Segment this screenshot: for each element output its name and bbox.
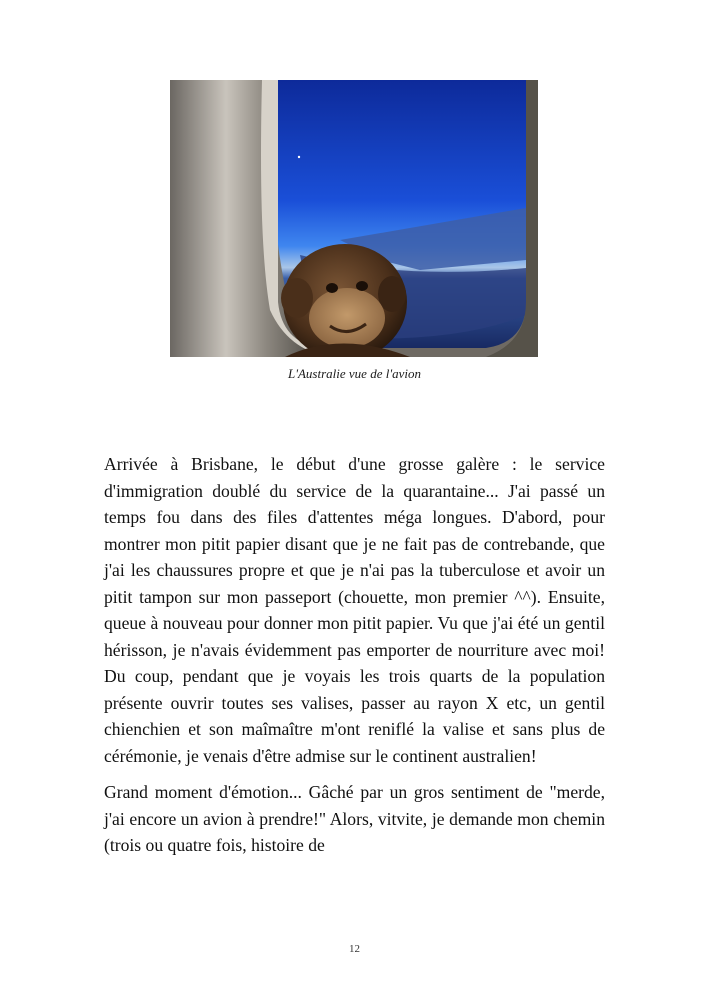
paragraph: Arrivée à Brisbane, le début d'une grosse galère : le service d'immigration doublé du service de la quarantaine... J'ai passé un temps fou dans des files d'attentes méga longues. D'abord, pour montrer mon pitit papier disant que je ne fait pas de contrebande, que j'ai les chaussures propre et que je n'ai pas la tuberculose et avoir un pitit tampon sur mon passeport (chouette, mon premier ^^). Ensuite, queue à nouveau pour donner mon pitit papier. Vu que j'ai été un gentil hérisson, je n'avais évidemment pas emporter de nourriture avec moi! Du coup, pendant que je voyais les trois quarts de la population présente ouvrir toutes ses valises, passer au rayon X etc, un gentil chienchien et son maîmaître m'ont reniflé la valise et sans plus de cérémonie, je venais d'être admise sur le continent australien! [104,454,605,766]
body-text [104,451,605,869]
figure-caption: L'Australie vue de l'avion [287,366,421,381]
page-number: 12 [349,943,360,955]
paragraph: Grand moment d'émotion... Gâché par un gros sentiment de "merde, j'ai encore un avion à prendre!" Alors, vitvite, je demande mon chemin (trois ou quatre fois, histoire de [104,782,605,855]
airplane-window-photo [170,80,538,357]
